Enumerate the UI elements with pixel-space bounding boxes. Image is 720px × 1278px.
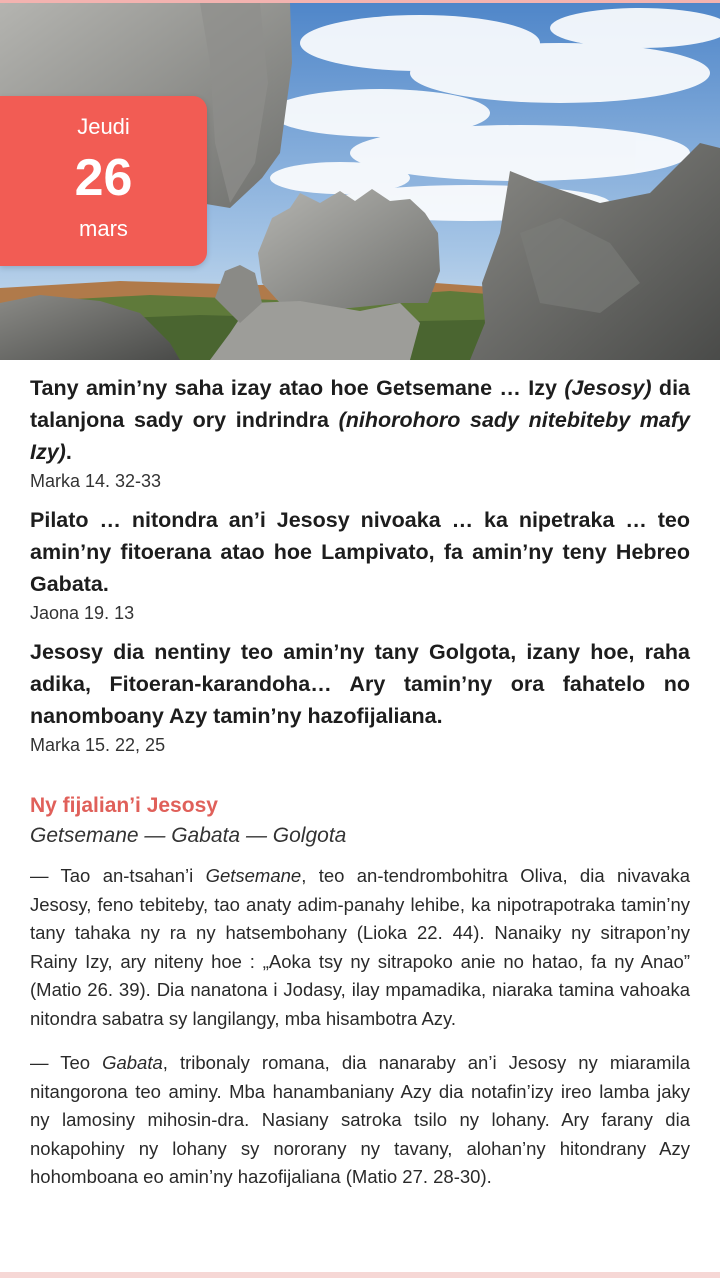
verse-3: Jesosy dia nentiny teo amin’ny tany Golgota, izany hoe, raha adika, Fitoeran-karandoha… Ary tamin’ny ora fahatelo no nanomboany Azy tamin’ny hazofijaliana. xyxy=(30,640,690,728)
verse-1-text-c: dia talanjona sady ory indrindra xyxy=(30,376,690,432)
paragraph-2-lead: — Teo xyxy=(30,1052,103,1073)
verse-1 xyxy=(30,372,690,468)
paragraph-2-body: , tribonaly romana, dia nanaraby an’i Jesosy ny miaramila nitangorona teo aminy. Mba hanambaniany Azy dia notafin’izy ireo lamba jaky ny lamosiny mihosin-dra. Nasiany satroka tsilo ny lohany. Ary farany dia nokapohiny ny lohany sy nororany ny tavany, alohan’ny hitondrany Azy hohomboana eo amin’ny hazofijaliana (Matio 27. 28-30). xyxy=(30,1052,690,1187)
paragraph-1-place: Getsemane xyxy=(205,865,302,886)
paragraph-1-lead: — Tao an-tsahan’i xyxy=(30,865,206,886)
verse-3-reference: Marka 15. 22, 25 xyxy=(30,735,166,755)
verse-2: Pilato … nitondra an’i Jesosy nivoaka … ka nipetraka … teo amin’ny fitoerana atao hoe Lampivato, fa amin’ny teny Hebreo Gabata. xyxy=(30,508,690,596)
date-badge xyxy=(0,96,207,266)
bottom-accent-line xyxy=(0,1272,720,1278)
verse-1-text-a: Tany amin’ny saha izay atao hoe Getsemane … Izy xyxy=(30,376,565,400)
date-number: 26 xyxy=(74,149,133,207)
verse-1-text-b: (Jesosy) xyxy=(564,376,652,400)
verse-1-text-e: . xyxy=(65,440,72,464)
date-weekday: Jeudi xyxy=(77,114,130,139)
section-subtitle: Getsemane — Gabata — Golgota xyxy=(30,824,347,847)
paragraph-2 xyxy=(30,1049,690,1192)
verse-2-reference: Jaona 19. 13 xyxy=(30,603,135,623)
paragraph-2-place: Gabata xyxy=(102,1052,163,1073)
paragraph-1 xyxy=(30,862,690,1033)
main-content xyxy=(30,372,690,1208)
date-month: mars xyxy=(79,216,128,241)
verse-1-reference: Marka 14. 32-33 xyxy=(30,471,162,491)
section-title: Ny fijalian’i Jesosy xyxy=(30,794,218,817)
paragraph-1-body: , teo an-tendrombohitra Oliva, dia nivavaka Jesosy, feno tebiteby, tao anaty adim-panahy lehibe, ka nipotrapotraka tamin’ny tany tahaka ny ra ny hatsembohany (Lioka 22. 44). Nanaiky ny sitrapon’ny Rainy Izy, ary niteny hoe : „Aoka tsy ny sitrapoko anie no hatao, fa ny Anao” (Matio 26. 39). Dia nanatona i Jodasy, ilay mpamadika, niaraka tamina vahoaka nitondra sabatra sy langilangy, mba hisambotra Azy. xyxy=(30,865,690,1029)
verse-1-text-d: (nihorohoro sady nitebiteby mafy Izy) xyxy=(30,408,691,464)
